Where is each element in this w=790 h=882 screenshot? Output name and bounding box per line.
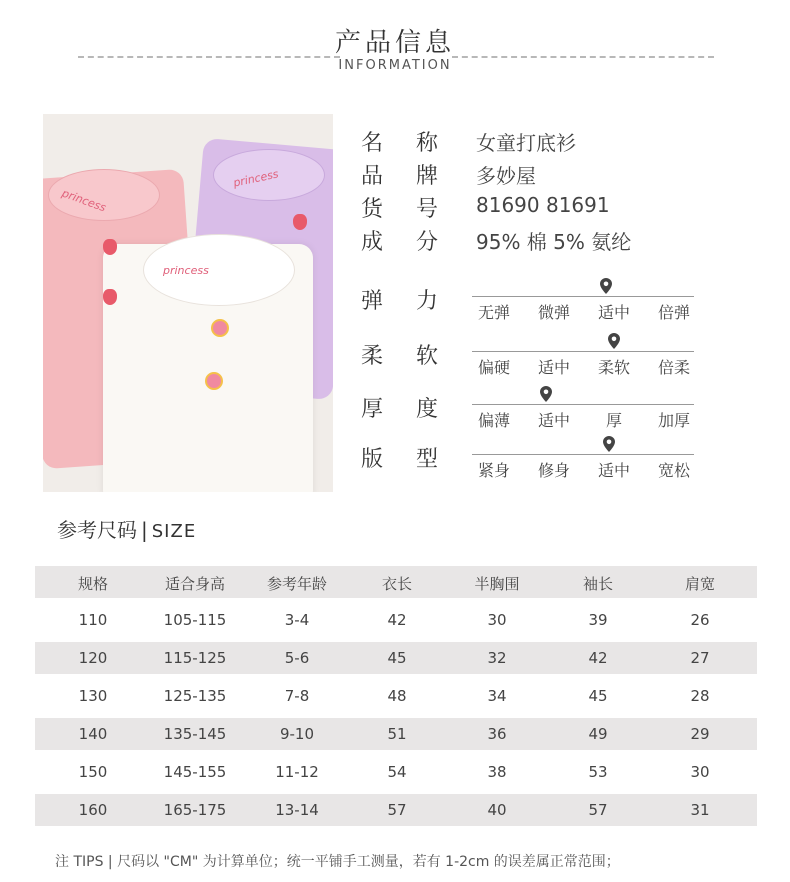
location-pin-icon xyxy=(608,333,620,349)
table-cell: 53 xyxy=(588,763,608,781)
tips-note: 注 TIPS | 尺码以 "CM" 为计算单位；统一平铺手工测量，若有 1-2cm 的误差属正常范围； xyxy=(55,854,620,870)
table-cell: 51 xyxy=(387,725,407,743)
info-label: 品 xyxy=(361,164,384,189)
table-cell: 31 xyxy=(690,801,710,819)
table-cell: 11-12 xyxy=(275,763,319,781)
section-title: 产品信息 xyxy=(334,28,455,58)
table-cell: 27 xyxy=(690,649,710,667)
table-cell: 28 xyxy=(690,687,710,705)
section-subtitle: INFORMATION xyxy=(338,58,452,73)
scale-label: 版 xyxy=(361,447,384,472)
table-cell: 9-10 xyxy=(279,725,315,743)
scale-option: 偏硬 xyxy=(477,358,510,377)
table-header-cell: 适合身高 xyxy=(164,575,225,593)
table-row xyxy=(35,680,757,712)
table-header-cell: 半胸围 xyxy=(474,575,520,593)
scale-label: 厚 xyxy=(361,397,384,422)
scale-option: 微弹 xyxy=(537,303,570,322)
table-cell: 140 xyxy=(78,725,108,743)
table-cell: 34 xyxy=(487,687,507,705)
product-photo xyxy=(43,114,333,492)
table-header-cell: 肩宽 xyxy=(684,575,715,593)
strawberry-button-icon xyxy=(103,239,117,255)
info-label: 分 xyxy=(416,230,439,255)
info-row-material xyxy=(358,225,758,255)
table-row xyxy=(35,794,757,826)
scale-label: 弹 xyxy=(361,289,384,314)
table-header-cell: 袖长 xyxy=(582,575,613,593)
table-header-cell: 规格 xyxy=(77,575,108,593)
table-cell: 130 xyxy=(78,687,108,705)
scale-option: 加厚 xyxy=(657,411,690,430)
table-cell: 145-155 xyxy=(163,763,227,781)
scale-line xyxy=(472,454,694,455)
scale-option: 修身 xyxy=(537,461,570,480)
scale-option: 适中 xyxy=(537,358,570,377)
scale-softness xyxy=(358,331,758,381)
scale-option: 适中 xyxy=(597,461,630,480)
scale-option: 宽松 xyxy=(657,461,690,480)
scale-label: 柔 xyxy=(361,344,384,369)
table-cell: 125-135 xyxy=(163,687,227,705)
location-pin-icon xyxy=(540,386,552,402)
info-label: 货 xyxy=(361,197,384,222)
scale-option: 倍弹 xyxy=(657,303,690,322)
table-cell: 135-145 xyxy=(163,725,227,743)
info-label: 牌 xyxy=(416,164,439,189)
table-cell: 57 xyxy=(588,801,608,819)
info-row-code xyxy=(358,192,758,222)
table-cell: 115-125 xyxy=(163,649,227,667)
size-title-cn: 参考尺码 xyxy=(57,518,137,542)
scale-option: 无弹 xyxy=(477,303,510,322)
strawberry-button-icon xyxy=(103,289,117,305)
info-value: 女童打底衫 xyxy=(476,131,576,155)
table-cell: 13-14 xyxy=(275,801,319,819)
table-cell: 29 xyxy=(690,725,710,743)
strawberry-button-icon xyxy=(293,214,307,230)
collar-embroidery-pink: princess xyxy=(60,186,108,215)
size-section-title xyxy=(57,514,196,543)
section-header xyxy=(0,0,790,90)
lollipop-button-icon xyxy=(205,372,223,390)
table-cell: 42 xyxy=(588,649,608,667)
scale-line xyxy=(472,404,694,405)
table-cell: 49 xyxy=(588,725,608,743)
table-cell: 120 xyxy=(78,649,108,667)
table-cell: 54 xyxy=(387,763,407,781)
location-pin-icon xyxy=(600,278,612,294)
table-row xyxy=(35,604,757,636)
table-row xyxy=(35,642,757,674)
scale-option: 厚 xyxy=(605,411,622,430)
table-cell: 32 xyxy=(487,649,507,667)
size-title-en: SIZE xyxy=(151,521,197,542)
size-title-separator: | xyxy=(141,518,148,542)
scale-option: 适中 xyxy=(537,411,570,430)
collar-embroidery-purple: princess xyxy=(232,167,280,190)
table-cell: 3-4 xyxy=(284,611,310,629)
table-cell: 42 xyxy=(387,611,407,629)
table-cell: 7-8 xyxy=(284,687,310,705)
scale-label: 力 xyxy=(416,289,439,314)
table-row xyxy=(35,756,757,788)
table-cell: 105-115 xyxy=(163,611,227,629)
info-label: 名 xyxy=(361,131,384,156)
scale-label: 度 xyxy=(416,397,439,422)
table-row xyxy=(35,718,757,750)
scale-option: 偏薄 xyxy=(477,411,510,430)
scale-option: 紧身 xyxy=(477,461,510,480)
info-value: 多妙屋 xyxy=(476,164,536,188)
table-cell: 45 xyxy=(588,687,608,705)
table-cell: 40 xyxy=(487,801,507,819)
table-cell: 165-175 xyxy=(163,801,227,819)
table-header-row xyxy=(35,566,757,598)
table-cell: 39 xyxy=(588,611,608,629)
table-cell: 48 xyxy=(387,687,407,705)
table-cell: 160 xyxy=(78,801,108,819)
scale-fit xyxy=(358,434,758,484)
info-label: 号 xyxy=(416,197,439,222)
scale-option: 适中 xyxy=(597,303,630,322)
table-header-cell: 衣长 xyxy=(381,575,412,593)
location-pin-icon xyxy=(603,436,615,452)
table-cell: 38 xyxy=(487,763,507,781)
info-label: 称 xyxy=(416,131,439,156)
scale-label: 型 xyxy=(416,447,439,472)
table-cell: 110 xyxy=(78,611,108,629)
lollipop-button-icon xyxy=(211,319,229,337)
scale-line xyxy=(472,351,694,352)
table-cell: 57 xyxy=(387,801,407,819)
table-cell: 150 xyxy=(78,763,108,781)
table-cell: 36 xyxy=(487,725,507,743)
table-header-cell: 参考年龄 xyxy=(266,575,327,593)
scale-elasticity xyxy=(358,276,758,326)
info-value: 95% 棉 5% 氨纶 xyxy=(476,230,632,254)
scale-label: 软 xyxy=(416,344,439,369)
table-cell: 45 xyxy=(387,649,407,667)
collar-embroidery: princess xyxy=(163,264,209,277)
info-value: 81690 81691 xyxy=(476,193,610,217)
info-row-name xyxy=(358,126,758,156)
table-cell: 26 xyxy=(690,611,710,629)
scale-option: 柔软 xyxy=(597,358,630,377)
info-label: 成 xyxy=(361,230,384,255)
table-cell: 5-6 xyxy=(284,649,310,667)
table-cell: 30 xyxy=(487,611,507,629)
table-cell: 30 xyxy=(690,763,710,781)
scale-thickness xyxy=(358,384,758,434)
info-row-brand xyxy=(358,159,758,189)
scale-line xyxy=(472,296,694,297)
scale-option: 倍柔 xyxy=(657,358,690,377)
